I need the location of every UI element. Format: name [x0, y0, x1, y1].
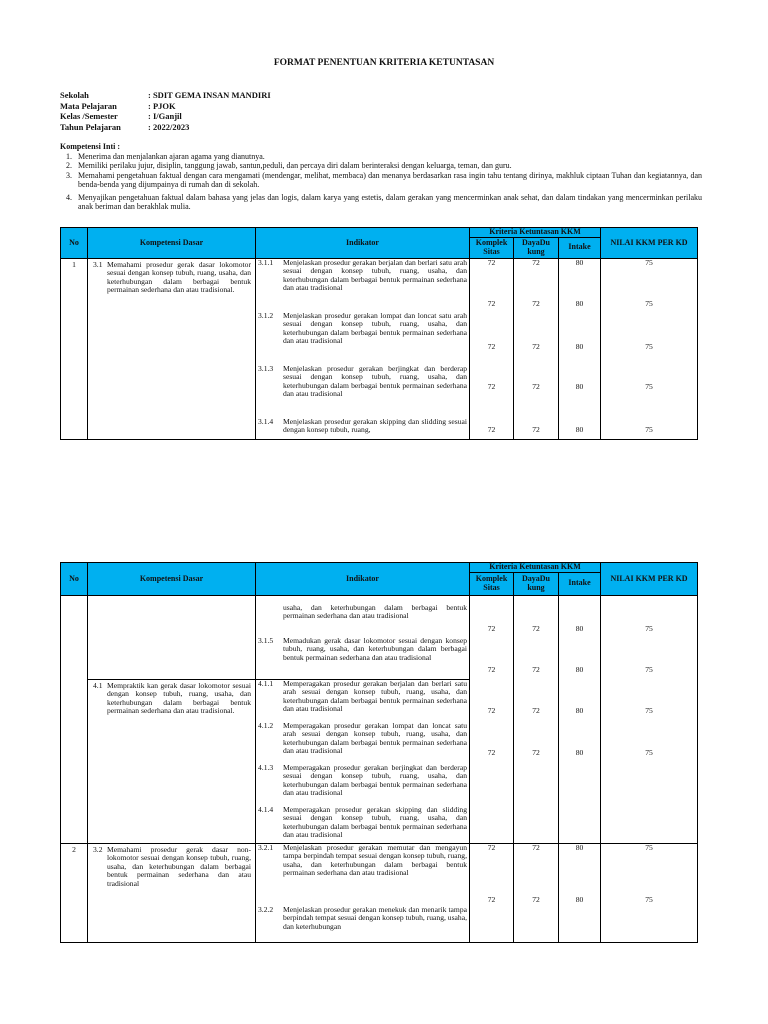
indicator-text: Memperagakan prosedur gerakan lompat dan loncat satu arah sesuai dengan konsep tubuh, ruang, usaha, dan keterhubungan dalam berbagai bentuk permainan sederhana dan atau tradisional: [283, 720, 467, 756]
indicator-text: Menjelaskan prosedur gerakan skipping dan slidding sesuai dengan konsep tubuh, ruang,: [283, 417, 467, 435]
meta-label: Tahun Pelajaran: [60, 121, 121, 132]
indicator-text: Memperagakan prosedur gerakan berjingkat dan berderap sesuai dengan konsep tubuh, ruang, usaha, dan keterhubungan dalam berbagai bentuk permainan sederhana dan atau tradisional: [283, 762, 467, 798]
kompleksitas-cell: [470, 843, 514, 942]
score: 72: [487, 623, 496, 633]
kompetensi-dasar-cell: [88, 258, 256, 439]
kompetensi-inti-heading: Kompetensi Inti :: [60, 142, 120, 151]
header-nilai: NILAI KKM PER KD: [601, 228, 698, 259]
meta-row-school: [60, 90, 271, 101]
header-kriteria: Kriteria Ketuntasan KKM: [470, 563, 601, 573]
indikator-cell: [256, 679, 470, 843]
score: 72: [487, 298, 496, 308]
score: 75: [645, 623, 653, 633]
score: 80: [575, 664, 584, 674]
daya-dukung-cell: [514, 843, 559, 942]
score: 75: [645, 381, 653, 391]
row-number: 2: [61, 843, 88, 942]
kompetensi-inti-item: 3. Memahami pengetahuan faktual dengan cara mengamati (mendengar, melihat, membaca) dan menanya berdasarkan rasa ingin tahu tentang dirinya, makhluk ciptaan Tuhan dan kegiatannya, dan benda-benda yang dijumpainya di rumah dan di sekolah.: [74, 171, 702, 190]
meta-row-subject: [60, 101, 271, 112]
school-info: [60, 90, 271, 132]
meta-label: Kelas /Semester: [60, 111, 118, 121]
daya-dukung-cell: [514, 595, 559, 843]
nilai-cell: [601, 595, 698, 843]
indikator-cell: [256, 843, 470, 942]
indicator-text: Memadukan gerak dasar lokomotor sesuai dengan konsep tubuh, ruang, usaha, dan keterhubungan dalam berbagai bentuk permainan sederhana dan atau tradisional: [283, 635, 467, 662]
score: 72: [487, 257, 496, 267]
document-title: FORMAT PENENTUAN KRITERIA KETUNTASAN: [273, 58, 495, 68]
score: 72: [532, 257, 540, 267]
indicator-number: 3.1.1: [258, 257, 274, 267]
kd-text: Mempraktik kan gerak dasar lokomotor sesuai dengan konsep tubuh, ruang, usaha, dan keterhubungan dalam berbagai bentuk permainan sederhana dan atau tradisional.: [107, 680, 251, 716]
score: 80: [575, 623, 584, 633]
indicator-text: Memperagakan prosedur gerakan berjalan dan berlari satu arah sesuai dengan konsep tubuh, ruang, usaha, dan keterhubungan dalam berbagai bentuk permainan sederhana dan atau tradisional: [283, 678, 467, 714]
kd-text: Memahami prosedur gerak dasar lokomotor sesuai dengan konsep tubuh, ruang, usaha, dan keterhubungan dalam berbagai bentuk permainan sederhana dan atau tradisional.: [107, 259, 251, 295]
kompetensi-dasar-cell: [88, 843, 256, 942]
header-kompleksitas: Komplek Sitas: [470, 572, 514, 595]
intake-cell: [559, 258, 601, 439]
meta-value: : 2022/2023: [148, 121, 190, 132]
score: 72: [532, 298, 540, 308]
score: 75: [645, 842, 653, 852]
score: 72: [487, 747, 496, 757]
indicator-number: 3.1.3: [258, 363, 274, 373]
kd-number: 4.1: [93, 680, 103, 690]
indicator-number: 3.1.5: [258, 635, 274, 645]
score: 72: [532, 894, 540, 904]
kompleksitas-cell: [470, 258, 514, 439]
score: 72: [532, 747, 540, 757]
header-intake: Intake: [559, 572, 601, 595]
table-row: [61, 843, 698, 942]
header-kriteria: Kriteria Ketuntasan KKM: [470, 228, 601, 238]
header-intake: Intake: [559, 237, 601, 258]
header-indikator: Indikator: [256, 563, 470, 596]
indicator-number: 3.2.1: [258, 842, 274, 852]
indicator-text: Menjelaskan prosedur gerakan memutar dan mengayun tampa berpindah tempat sesuai dengan konsep tubuh, ruang, usaha, dan keterhubungan dalam berbagai bentuk permainan sederhana dan atau tradisional: [283, 842, 467, 878]
indicator-text: Menjelaskan prosedur gerakan berjalan dan berlari satu arah sesuai dengan konsep tubuh, ruang, usaha, dan keterhubungan dalam berbagai bentuk permainan sederhana dan atau tradisional: [283, 257, 467, 293]
score: 80: [575, 298, 584, 308]
score: 75: [645, 298, 653, 308]
score: 72: [532, 341, 540, 351]
indicator-number: 4.1.2: [258, 720, 274, 730]
table-row: [61, 258, 698, 439]
header-no: No: [61, 563, 88, 596]
indicator-text: Memperagakan prosedur gerakan skipping dan slidding sesuai dengan konsep tubuh, ruang, usaha, dan keterhubungan dalam berbagai bentuk permainan sederhana dan atau tradisional: [283, 804, 467, 840]
table-row: [61, 595, 698, 679]
kd-number: 3.2: [93, 844, 103, 854]
score: 72: [487, 705, 496, 715]
meta-value: : PJOK: [148, 100, 176, 111]
row-number: [61, 595, 88, 843]
score: 75: [645, 894, 653, 904]
header-indikator: Indikator: [256, 228, 470, 259]
nilai-cell: [601, 258, 698, 439]
kompetensi-inti-item: 4. Menyajikan pengetahuan faktual dalam bahasa yang jelas dan logis, dalam karya yang estetis, dalam gerakan yang mencerminkan anak sehat, dan dalam tindakan yang mencerminkan perilaku anak beriman dan berakhlak mulia.: [74, 193, 702, 212]
meta-label: Mata Pelajaran: [60, 100, 117, 111]
score: 80: [575, 705, 584, 715]
intake-cell: [559, 595, 601, 843]
kd-number: 3.1: [93, 259, 103, 269]
indikator-cell: [256, 258, 470, 439]
kompleksitas-cell: [470, 595, 514, 843]
meta-value: : I/Ganjil: [148, 111, 182, 121]
kd-text: Memahami prosedur gerak dasar non-lokomotor sesuai dengan konsep tubuh, ruang, usaha, dan keterhubungan dalam berbagai bentuk permainan sederhana dan atau tradisional: [107, 844, 251, 888]
indicator-text: Menjelaskan prosedur gerakan lompat dan loncat satu arah sesuai dengan konsep tubuh, ruang, usaha, dan keterhubungan dalam berbagai bentuk permainan sederhana dan atau tradisional: [283, 310, 467, 346]
meta-value: : SDIT GEMA INSAN MANDIRI: [148, 90, 271, 100]
meta-row-class: [60, 111, 271, 122]
kkm-table-2: [60, 562, 698, 943]
score: 72: [532, 705, 540, 715]
score: 80: [575, 341, 584, 351]
meta-label: Sekolah: [60, 90, 89, 100]
kompetensi-inti-item: 1. Menerima dan menjalankan ajaran agama yang dianutnya.: [74, 152, 702, 162]
score: 75: [645, 341, 653, 351]
kompetensi-inti-item: 2. Memiliki perilaku jujur, disiplin, tanggung jawab, santun,peduli, dan percaya diri dalam berinteraksi dengan keluarga, teman, dan guru.: [74, 161, 702, 171]
indicator-text: Menjelaskan prosedur gerakan berjingkat dan berderap sesuai dengan konsep tubuh, ruang, usaha, dan keterhubungan dalam berbagai bentuk permainan sederhana dan atau tradisional: [283, 363, 467, 399]
daya-dukung-cell: [514, 258, 559, 439]
score: 80: [575, 842, 584, 852]
score: 80: [575, 747, 584, 757]
indicator-number: 4.1.4: [258, 804, 274, 814]
row-number: 1: [61, 258, 88, 439]
score: 72: [487, 842, 496, 852]
score: 72: [487, 381, 496, 391]
header-no: No: [61, 228, 88, 259]
header-daya-dukung: DayaDu kung: [514, 572, 559, 595]
score: 75: [645, 257, 653, 267]
score: 72: [532, 623, 540, 633]
score: 72: [532, 842, 540, 852]
score: 80: [575, 381, 584, 391]
indicator-text: usaha, dan keterhubungan dalam berbagai bentuk permainan sederhana dan atau tradisional: [283, 602, 467, 621]
header-nilai: NILAI KKM PER KD: [601, 563, 698, 596]
indikator-cell: [256, 595, 470, 679]
kompetensi-dasar-cell: [88, 679, 256, 843]
kompetensi-dasar-cell: [88, 595, 256, 679]
score: 80: [575, 894, 584, 904]
score: 80: [575, 257, 584, 267]
score: 72: [487, 894, 496, 904]
score: 72: [532, 424, 540, 434]
kkm-table-1: [60, 227, 698, 440]
indicator-number: 4.1.1: [258, 678, 274, 688]
kompetensi-inti-list: [60, 152, 702, 212]
score: 80: [575, 424, 584, 434]
indicator-number: 4.1.3: [258, 762, 274, 772]
indicator-number: 3.2.2: [258, 904, 274, 914]
indicator-text: Menjelaskan prosedur gerakan menekuk dan menarik tampa berpindah tempat sesuai dengan konsep tubuh, ruang, usaha, dan keterhubungan: [283, 904, 467, 931]
score: 75: [645, 664, 653, 674]
score: 72: [487, 424, 496, 434]
indicator-number: 3.1.4: [258, 417, 274, 426]
score: 75: [645, 747, 653, 757]
meta-row-year: [60, 122, 271, 133]
header-kompetensi-dasar: Kompetensi Dasar: [88, 228, 256, 259]
score: 72: [532, 664, 540, 674]
kompetensi-inti: [60, 142, 702, 212]
nilai-cell: [601, 843, 698, 942]
score: 72: [487, 341, 496, 351]
intake-cell: [559, 843, 601, 942]
header-kompleksitas: Komplek Sitas: [470, 237, 514, 258]
score: 72: [487, 664, 496, 674]
score: 75: [645, 424, 653, 434]
score: 72: [532, 381, 540, 391]
header-kompetensi-dasar: Kompetensi Dasar: [88, 563, 256, 596]
score: 75: [645, 705, 653, 715]
indicator-number: 3.1.2: [258, 310, 274, 320]
header-daya-dukung: DayaDu kung: [514, 237, 559, 258]
